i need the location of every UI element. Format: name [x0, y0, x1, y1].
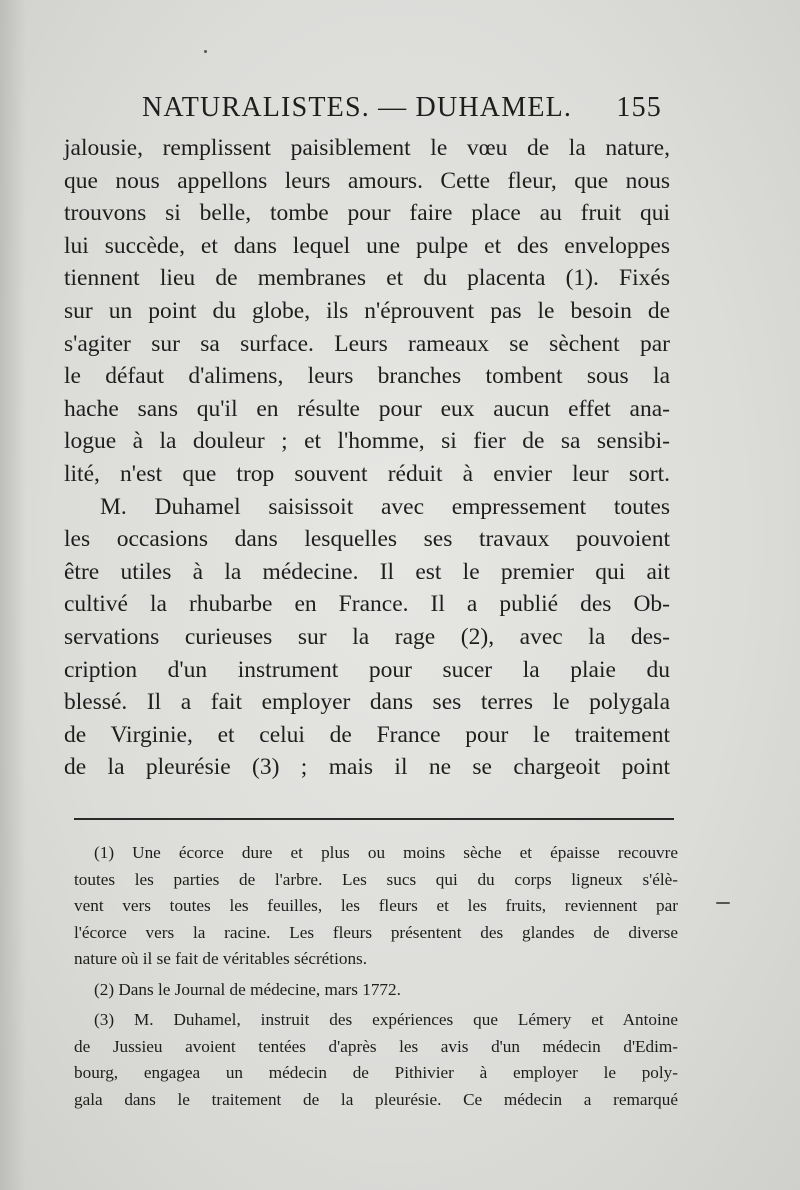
text-line: cription d'un instrument pour sucer la plaie du — [64, 656, 670, 683]
footnote-rule — [74, 818, 674, 820]
text-line: de la pleurésie (3) ; mais il ne se chargeoit point — [64, 754, 670, 781]
paper-speck — [204, 50, 207, 53]
footnote-line: (1) Une écorce dure et plus ou moins sèche et épaisse recouvre — [94, 843, 678, 862]
footnote-3 — [74, 1007, 678, 1113]
running-head-title: NATURALISTES. — DUHAMEL. — [142, 92, 573, 123]
text-line: lité, n'est que trop souvent réduit à envier leur sort. — [64, 460, 670, 487]
gutter-shadow — [0, 0, 26, 1190]
page-number: 155 — [616, 92, 662, 123]
running-head — [142, 92, 662, 126]
footnote-line: de Jussieu avoient tentées d'après les avis d'un médecin d'Edim- — [74, 1036, 678, 1056]
text-line: jalousie, remplissent paisiblement le vœu de la nature, — [64, 135, 670, 161]
text-line: les occasions dans lesquelles ses travaux pouvoient — [64, 526, 670, 553]
footnote-line: (2) Dans le Journal de médecine, mars 1772. — [94, 979, 401, 999]
paragraph-first-line: M. Duhamel saisissoit avec empressement toutes — [100, 493, 670, 520]
text-line: être utiles à la médecine. Il est le premier qui ait — [64, 558, 670, 585]
footnote-line: vent vers toutes les feuilles, les fleurs et les fruits, reviennent par — [74, 896, 678, 915]
text-line: de Virginie, et celui de France pour le traitement — [64, 721, 670, 748]
text-line: trouvons si belle, tombe pour faire place au fruit qui — [64, 200, 670, 227]
main-text — [64, 132, 670, 784]
text-line: que nous appellons leurs amours. Cette fleur, que nous — [64, 167, 670, 194]
text-line: hache sans qu'il en résulte pour eux aucun effet ana- — [64, 395, 670, 422]
footnote-line: toutes les parties de l'arbre. Les sucs qui du corps ligneux s'élè- — [74, 869, 678, 889]
footnote-line: gala dans le traitement de la pleurésie. Ce médecin a remarqué — [74, 1089, 678, 1109]
footnote-line: l'écorce vers la racine. Les fleurs présentent des glandes de diverse — [74, 922, 678, 942]
text-line: sur un point du globe, ils n'éprouvent pas le besoin de — [64, 297, 670, 324]
footnote-line: bourg, engagea un médecin de Pithivier à employer le poly- — [74, 1063, 678, 1082]
text-line: blessé. Il a fait employer dans ses terres le polygala — [64, 689, 670, 716]
text-line: tiennent lieu de membranes et du placenta (1). Fixés — [64, 265, 670, 292]
text-line: logue à la douleur ; et l'homme, si fier de sa sensibi- — [64, 428, 670, 455]
text-line: cultivé la rhubarbe en France. Il a publié des Ob- — [64, 591, 670, 618]
footnotes — [74, 840, 678, 1113]
text-line: s'agiter sur sa surface. Leurs rameaux se sèchent par — [64, 330, 670, 357]
text-line: servations curieuses sur la rage (2), avec la des- — [64, 623, 670, 650]
footnote-1 — [74, 840, 678, 973]
text-line: lui succède, et dans lequel une pulpe et des enveloppes — [64, 232, 670, 259]
footnote-line: (3) M. Duhamel, instruit des expériences que Lémery et Antoine — [94, 1010, 678, 1029]
text-line: le défaut d'alimens, leurs branches tombent sous la — [64, 363, 670, 390]
footnote-2 — [74, 977, 678, 1004]
paper-mark — [716, 902, 730, 904]
footnote-line: nature où il se fait de véritables sécrétions. — [74, 949, 368, 968]
